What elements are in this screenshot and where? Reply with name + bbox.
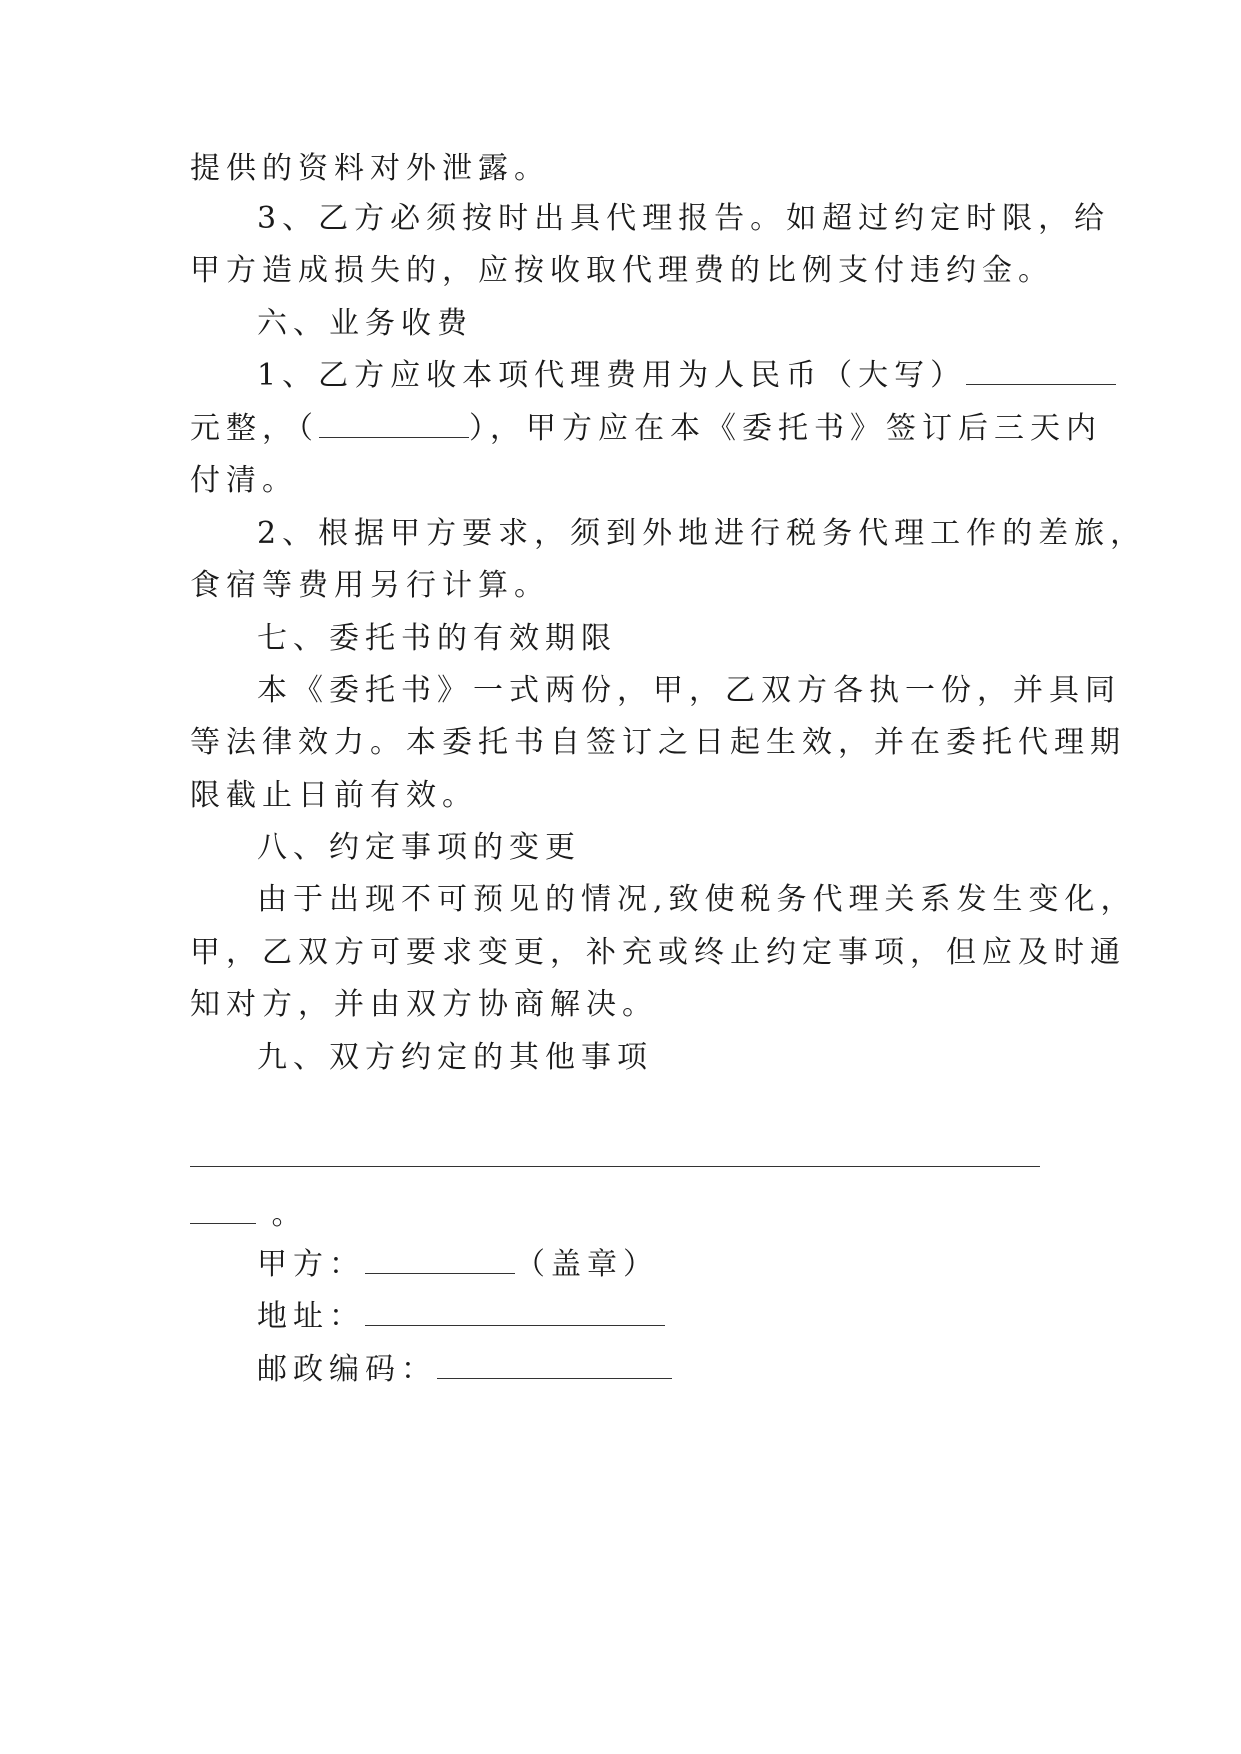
- address-label: 地址：: [257, 1299, 365, 1334]
- paragraph-line: 等法律效力。本委托书自签订之日起生效，并在委托代理期: [190, 725, 1126, 760]
- address-line: [257, 1298, 665, 1336]
- paragraph-text: ），甲方应在本《委托书》签订后三天内: [469, 411, 1102, 446]
- party-a-blank: [365, 1247, 515, 1274]
- paragraph-line: 食宿等费用另行计算。: [190, 568, 550, 603]
- paragraph-line: 本《委托书》一式两份，甲，乙双方各执一份，并具同: [257, 673, 1121, 708]
- other-matters-blank-end: [190, 1197, 256, 1224]
- paragraph-line: 付清。: [190, 463, 298, 498]
- paragraph-line: [257, 357, 1116, 395]
- paragraph-line: 3、乙方必须按时出具代理报告。如超过约定时限，给: [257, 201, 1111, 236]
- paragraph-text: 。: [271, 1197, 308, 1232]
- section-heading: 六、业务收费: [257, 306, 473, 341]
- paragraph-line: 提供的资料对外泄露。: [190, 151, 550, 186]
- paragraph-line: [190, 410, 1102, 448]
- paragraph-line: 2、根据甲方要求，须到外地进行税务代理工作的差旅，: [257, 516, 1147, 551]
- paragraph-line: 限截止日前有效。: [190, 778, 478, 813]
- party-a-label: 甲方：: [257, 1247, 365, 1282]
- paragraph-line: 甲方造成损失的，应按收取代理费的比例支付违约金。: [190, 253, 1054, 288]
- paragraph-line: 甲，乙双方可要求变更，补充或终止约定事项，但应及时通: [190, 935, 1126, 970]
- paragraph-text: 元整，（: [190, 411, 319, 446]
- fee-amount-blank: [966, 358, 1116, 385]
- paragraph-line: [190, 1196, 308, 1234]
- address-blank: [365, 1299, 665, 1326]
- postcode-line: [257, 1351, 672, 1389]
- section-heading: 九、双方约定的其他事项: [257, 1040, 653, 1075]
- postcode-label: 邮政编码：: [257, 1352, 437, 1387]
- paragraph-text: 1、乙方应收本项代理费用为人民币（大写）: [257, 358, 967, 393]
- seal-note: （盖章）: [515, 1247, 659, 1282]
- fee-numeric-blank: [319, 411, 469, 438]
- other-matters-blank-line: [190, 1166, 1040, 1167]
- party-a-line: [257, 1246, 659, 1284]
- postcode-blank: [437, 1352, 672, 1379]
- section-heading: 八、约定事项的变更: [257, 830, 581, 865]
- paragraph-line: 由于出现不可预见的情况,致使税务代理关系发生变化，: [257, 882, 1137, 917]
- paragraph-line: 知对方，并由双方协商解决。: [190, 987, 658, 1022]
- section-heading: 七、委托书的有效期限: [257, 621, 617, 656]
